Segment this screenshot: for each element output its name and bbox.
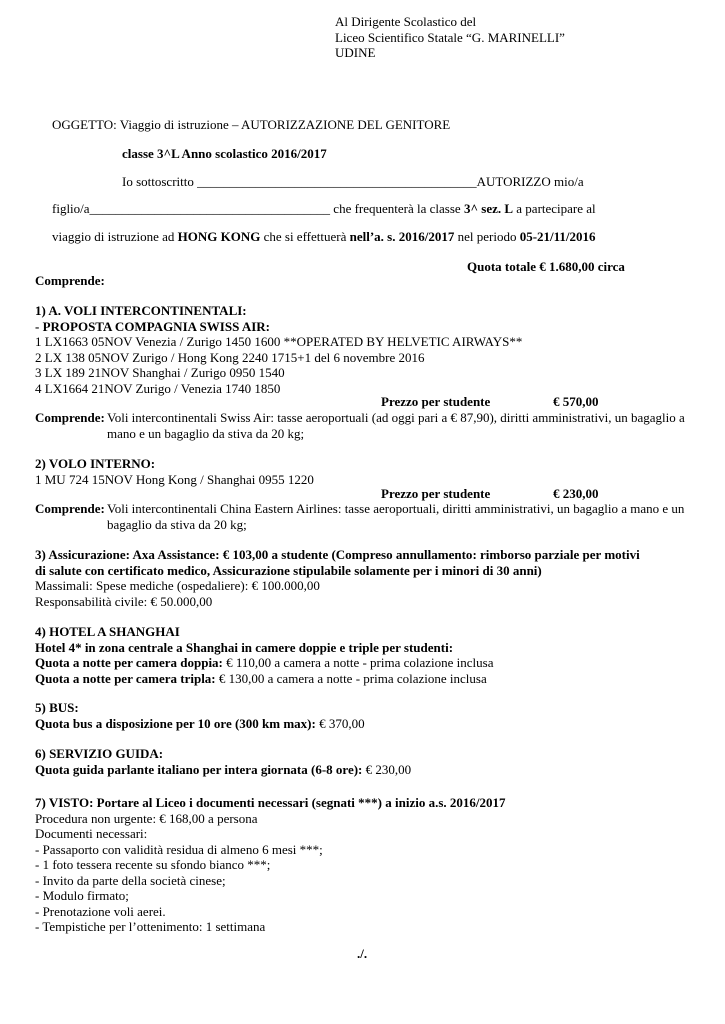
- flight-row: 2 LX 138 05NOV Zurigo / Hong Kong 2240 1715+1 del 6 novembre 2016: [35, 349, 425, 365]
- authorization-line-2: [52, 201, 596, 217]
- section-1-subtitle: - PROPOSTA COMPAGNIA SWISS AIR:: [35, 318, 270, 334]
- visa-line: - Prenotazione voli aerei.: [35, 903, 166, 919]
- auth-figlio-label: figlio/a: [52, 201, 90, 216]
- section-1-title: 1) A. VOLI INTERCONTINENTALI:: [35, 303, 247, 318]
- insurance-line-4: Responsabilità civile: € 50.000,00: [35, 593, 213, 609]
- auth-text-2: AUTORIZZO mio/a: [476, 174, 584, 189]
- class-year-line: classe 3^L Anno scolastico 2016/2017: [122, 146, 327, 161]
- comprende-heading: Comprende:: [35, 273, 105, 288]
- hotel-row-triple: [35, 671, 695, 687]
- hotel-subtitle: Hotel 4* in zona centrale a Shanghai in camere doppie e triple per studenti:: [35, 639, 454, 655]
- bus-value: € 370,00: [315, 715, 365, 731]
- section-7-visa: [35, 795, 695, 935]
- flight-row: 3 LX 189 21NOV Shanghai / Zurigo 0950 1540: [35, 365, 285, 380]
- authorization-line-1: [122, 174, 584, 190]
- bus-row: [35, 716, 695, 733]
- hotel-title: 4) HOTEL A SHANGHAI: [35, 624, 180, 639]
- auth-school-year: nell’a. s. 2016/2017: [349, 229, 455, 244]
- section-6-guide: [35, 746, 695, 778]
- hotel-row-value: € 130,00 a camera a notte - prima colazione inclusa: [215, 670, 487, 686]
- insurance-line-3: Massimali: Spese mediche (ospedaliere): € 100.000,00: [35, 578, 320, 593]
- hotel-row-label: Quota a notte per camera doppia:: [35, 655, 223, 670]
- auth-text-6: che si effettuerà: [260, 229, 350, 244]
- subject-line: OGGETTO: Viaggio di istruzione – AUTORIZZAZIONE DEL GENITORE: [52, 117, 451, 132]
- guide-value: € 230,00: [362, 761, 412, 777]
- price-label: Prezzo per studente: [381, 486, 491, 501]
- section-2-price-value: € 230,00: [553, 486, 599, 501]
- flight-row: 4 LX1664 21NOV Zurigo / Venezia 1740 1850: [35, 380, 281, 396]
- section-5-bus: [35, 700, 695, 732]
- flight-row: 1 MU 724 15NOV Hong Kong / Shanghai 0955 1220: [35, 471, 314, 487]
- signer-name-blank[interactable]: ___________________________________________: [197, 174, 477, 189]
- section-3-insurance: [35, 547, 695, 609]
- section-4-hotel: [35, 624, 695, 686]
- section-1-price: [381, 394, 490, 411]
- section-1-flights: [35, 303, 695, 396]
- guide-title: 6) SERVIZIO GUIDA:: [35, 746, 164, 761]
- comprende-label: Comprende:: [35, 501, 105, 516]
- price-label: Prezzo per studente: [381, 394, 491, 409]
- recipient-line-2: Liceo Scientifico Statale “G. MARINELLI”: [335, 29, 565, 45]
- guide-label: Quota guida parlante italiano per intera giornata (6-8 ore):: [35, 761, 363, 777]
- recipient-line-3: UDINE: [335, 45, 376, 60]
- comprende-label: Comprende:: [35, 410, 105, 425]
- recipient-line-1: Al Dirigente Scolastico del: [335, 14, 477, 29]
- visa-line: - Passaporto con validità residua di almeno 6 mesi ***;: [35, 841, 323, 857]
- comprende-text: Voli intercontinentali Swiss Air: tasse aeroportuali (ad oggi pari a € 87,90), diritti amministrativi, un bagaglio a mano e un bagaglio da stiva da 20 kg;: [107, 410, 685, 441]
- visa-line: - Modulo firmato;: [35, 888, 129, 903]
- auth-text-3: che frequenterà la classe: [330, 201, 464, 216]
- comprende-text: Voli intercontinentali China Eastern Airlines: tasse aeroportuali, diritti amministrativi, un bagaglio a mano e un bagaglio da stiva da 20 kg;: [107, 501, 685, 532]
- insurance-line-2: di salute con certificato medico, Assicurazione stipulabile solamente per i minori di 30 anni): [35, 562, 542, 578]
- hotel-row-label: Quota a notte per camera tripla:: [35, 670, 216, 686]
- auth-text-4: a partecipare al: [513, 201, 596, 216]
- auth-text-5: viaggio di istruzione ad: [52, 229, 178, 244]
- section-2-title: 2) VOLO INTERNO:: [35, 456, 156, 471]
- quota-totale: Quota totale € 1.680,00 circa: [467, 259, 625, 274]
- bus-label: Quota bus a disposizione per 10 ore (300 km max):: [35, 715, 316, 731]
- insurance-title-cont: : rimborso parziale per motivi: [472, 547, 640, 562]
- recipient-block: [335, 14, 565, 61]
- child-name-blank[interactable]: _____________________________________: [89, 201, 331, 216]
- visa-line: Procedura non urgente: € 168,00 a persona: [35, 810, 258, 826]
- visa-line: - Invito da parte della società cinese;: [35, 872, 226, 888]
- auth-text-1: Io sottoscritto: [122, 174, 198, 189]
- visa-line: Documenti necessari:: [35, 826, 148, 841]
- flight-row: 1 LX1663 05NOV Venezia / Zurigo 1450 1600 **OPERATED BY HELVETIC AIRWAYS**: [35, 334, 523, 349]
- page-continuation-mark: ./.: [357, 946, 368, 961]
- insurance-title: 3) Assicurazione: Axa Assistance: € 103,00 a studente (Compreso annullamento: [35, 547, 473, 562]
- visa-line: - Tempistiche per l’ottenimento: 1 settimana: [35, 919, 266, 934]
- hotel-row-value: € 110,00 a camera a notte - prima colazione inclusa: [222, 655, 494, 670]
- insurance-line-1: [35, 547, 695, 563]
- auth-class: 3^ sez. L: [463, 201, 514, 216]
- guide-row: [35, 762, 695, 779]
- auth-text-7: nel periodo: [454, 229, 520, 244]
- section-2-flights: [35, 456, 695, 487]
- visa-title: 7) VISTO: Portare al Liceo i documenti necessari (segnati ***) a inizio a.s. 2016/2017: [35, 795, 506, 810]
- authorization-line-3: [52, 229, 596, 245]
- visa-line: - 1 foto tessera recente su sfondo bianco ***;: [35, 857, 271, 872]
- bus-title: 5) BUS:: [35, 700, 79, 715]
- auth-destination: HONG KONG: [177, 229, 261, 244]
- hotel-row-double: [35, 655, 695, 671]
- auth-period: 05-21/11/2016: [519, 229, 596, 244]
- section-1-price-value: € 570,00: [553, 394, 599, 409]
